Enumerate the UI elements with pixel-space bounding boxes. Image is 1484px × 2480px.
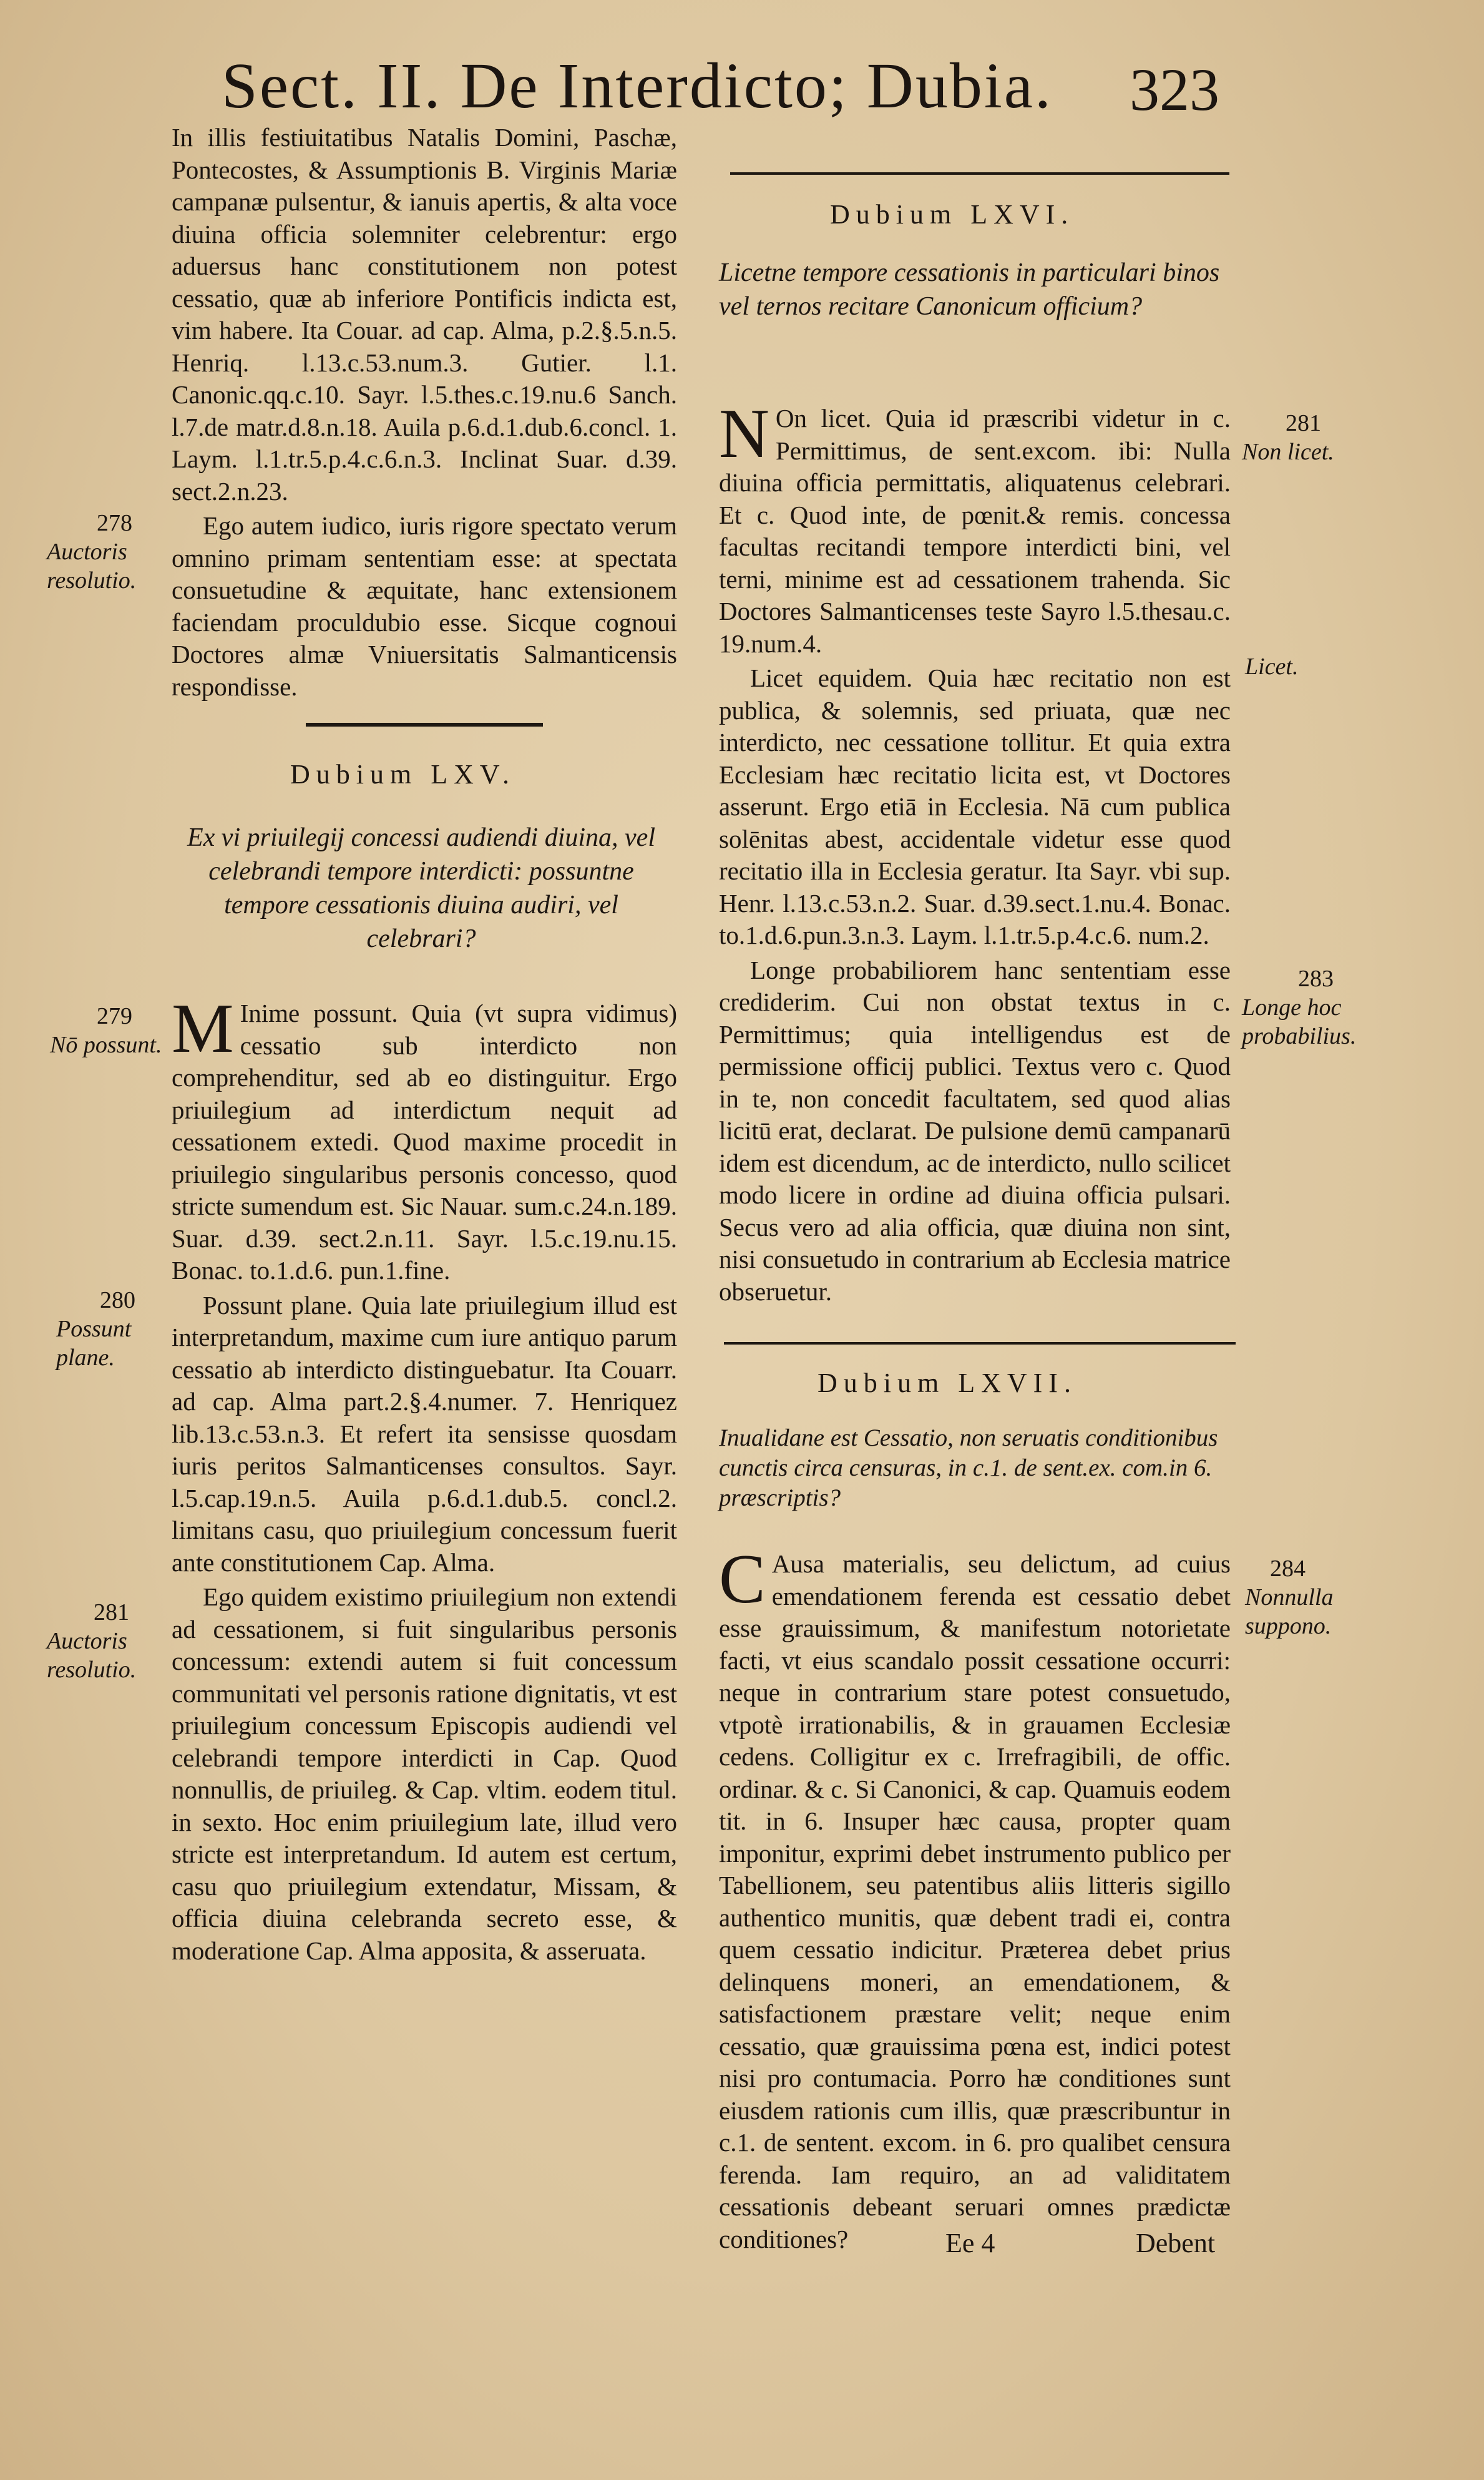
marginal-number: 280	[100, 1287, 135, 1313]
paragraph-279-text: Inime possunt. Quia (vt supra vidimus) cessatio sub interdicto non comprehenditur, sed ab eo distinguitur. Ergo priuilegium ad interdictum nequit ad cessationem extedi. Quod maxime procedit in priuilegio singularibus personis concesso, quod stricte sumendum est. Sic Nauar. sum.c.24.n.189. Suar. d.39. sect.2.n.11. Sayr. l.5.c.19.nu.15. Bonac. to.1.d.6. pun.1.fine.	[172, 999, 677, 1285]
marginal-note-279	[50, 1002, 172, 1059]
paragraph-280: Possunt plane. Quia late priuilegium illud est interpretandum, maxime cum iure antiquo parum cessatio ab interdicto distinguebatur. Ita Couarr. ad cap. Alma part.2.§.4.numer. 7. Henriquez lib.13.c.53.n.3. Et refert ita sensisse quosdam iuris peritos Salmanticenses consultos. Sayr. l.5.cap.19.n.5. Auila p.6.d.1.dub.5. concl.2. limitans casu, quo priuilegium concessum fuerit ante constitutionem Cap. Alma.	[172, 1290, 677, 1577]
marginal-number: 284	[1270, 1556, 1306, 1582]
page-header	[0, 36, 1484, 124]
paragraph-284	[719, 1541, 1231, 2255]
dubium-67-question: Inualidane est Cessatio, non seruatis conditionibus cunctis circa censuras, in c.1. de sent.ex. com.in 6. præscriptis?	[719, 1424, 1218, 1511]
drop-cap-m: M	[172, 990, 234, 1067]
left-column-top	[172, 122, 677, 701]
marginal-note-283	[1242, 964, 1367, 1051]
marginal-number: 281	[94, 1599, 129, 1625]
paragraph-284-text: Ausa materialis, seu delictum, ad cuius emendationem ferenda est cessatio debet esse grauissimum, & manifestum notorietate facti, vt eius scandalo possit cessatione occurri: neque in contrarium stare potest consuetudo, vtpotè irrationabilis, & in grauamen Ecclesiæ cedens. Colligitur ex c. Irrefragibili, de offic. ordinar. & c. Si Canonici, & cap. Quamuis eodem tit. in 6. Insuper hæc causa, propter quam imponitur, exprimi debet instrumento publico per Tabellionem, seu patentibus aliis litteris sigillo authentico munitis, quæ debent tradi ei, contra quem cessatio indicitur. Præterea debet prius delinquens moneri, an emendationem, & satisfactionem præstare velit; neque enim cessatio, quæ grauissima pœna est, indici potest nisi pro contumacia. Porro hæ conditiones sunt eiusdem rationis cum illis, quæ præscribuntur in c.1. de sentent. excom. in 6. pro qualibet censura ferenda. Iam requiro, an ad validitatem cessationis debeant seruari omnes prædictæ conditiones?	[719, 1549, 1231, 2253]
marginal-text: Possunt plane.	[56, 1316, 132, 1371]
marginal-note-280	[56, 1286, 172, 1372]
page-number: 323	[1130, 56, 1219, 123]
running-title: Sect. II. De Interdicto; Dubia.	[222, 50, 1053, 122]
right-column-upper	[719, 395, 1231, 1306]
marginal-number: 278	[97, 510, 132, 536]
dubium-66-title: Dubium LXVI.	[830, 199, 1075, 230]
catchword: Debent	[1136, 2228, 1216, 2258]
marginal-note-278	[47, 509, 172, 595]
paragraph-281-right-text: On licet. Quia id præscribi videtur in c. Permittimus, de sent.excom. ibi: Nulla diuina officia permittatis, aliquatenus celebrari. Et c. Quod inte, de pœnit.& remis. concessa facultas recitandi tempore interdicti bini, vel terni, minime est ad cessationem trahenda. Sic Doctores Salmanticenses teste Sayro l.5.thesau.c. 19.num.4.	[719, 404, 1231, 658]
marginal-text: Longe hoc probabilius.	[1242, 994, 1357, 1049]
marginal-text: Non licet.	[1242, 439, 1334, 465]
dubium-65-question: Ex vi priuilegij concessi audiendi diuina, vel celebrandi tempore interdicti: possuntne tempore cessationis diuina audiri, vel celebrari?	[187, 823, 655, 953]
marginal-text: Auctoris resolutio.	[47, 1628, 137, 1683]
paragraph-281-right	[719, 395, 1231, 660]
signature-mark: Ee 4	[945, 2228, 995, 2258]
intro-paragraph: In illis festiuitatibus Natalis Domini, Paschæ, Pontecostes, & Assumptionis B. Virginis Mariæ campanæ pulsentur, & ianuis apertis, & alta voce diuina officia solemniter celebrentur: ergo aduersus hanc constitutionem non potest cessatio, quæ ab inferiore Pontificis indicta est, vim habere. Ita Couar. ad cap. Alma, p.2.§.5.n.5. Henriq. l.13.c.53.num.3. Gutier. l.1. Canonic.qq.c.10. Sayr. l.5.thes.c.19.nu.6 Sanch. l.7.de matr.d.8.n.18. Auila p.6.d.1.dub.6.concl. 1. Laym. l.1.tr.5.p.4.c.6.n.3. Inclinat Suar. d.39. sect.2.n.23.	[172, 123, 677, 506]
marginal-text: Auctoris resolutio.	[47, 539, 137, 594]
paragraph-278: Ego autem iudico, iuris rigore spectato verum omnino primam sententiam esse: at spectata consuetudine & æquitate, hanc extensionem faciendam proculdubio esse. Sicque cognoui Doctores almæ Vniuersitatis Salmanticensis respondisse.	[172, 511, 677, 701]
dubium-65-title: Dubium LXV.	[290, 759, 515, 790]
marginal-note-281-right	[1242, 409, 1367, 466]
paragraph-279	[172, 990, 677, 1287]
paragraph-282: Licet equidem. Quia hæc recitatio non est publica, & solemnis, sed priuata, quæ nec interdicto, nec cessatione tollitur. Et quia extra Ecclesiam hæc recitatio licita est, vt Doctores asserunt. Ergo etiā in Ecclesia. Nā cum publica solēnitas abest, accidentale videtur esse quod recitatio illa in Ecclesia geratur. Ita Sayr. vbi sup. Henr. l.13.c.53.n.2. Suar. d.39.sect.1.nu.4. Bonac. to.1.d.6.pun.3.n.3. Laym. l.1.tr.5.p.4.c.6. num.2.	[719, 664, 1231, 949]
marginal-note-282	[1245, 652, 1364, 681]
dubium-67-title: Dubium LXVII.	[818, 1368, 1077, 1398]
section-divider	[724, 1342, 1236, 1345]
marginal-text: Nō possunt.	[50, 1032, 162, 1058]
drop-cap-n: N	[719, 395, 769, 473]
drop-cap-c: C	[719, 1541, 766, 1618]
marginal-note-281	[47, 1598, 172, 1684]
paragraph-281: Ego quidem existimo priuilegium non extendi ad cessationem, si fuit singularibus personis concessum: extendi autem si fuit concessum communitati vel personis ratione dignitatis, vt est priuilegium concessum Episcopis audiendi vel celebrandi tempore interdicti in Cap. Quod nonnullis, de priuileg. & Cap. vltim. eodem titul. in sexto. Hoc enim priuilegium late, illud vero stricte est interpretandum. Id autem est certum, casu quo priuilegium extendatur, Missam, & officia diuina celebranda secreto esse, & moderatione Cap. Alma apposita, & asseruata.	[172, 1582, 677, 1965]
marginal-text: Licet.	[1245, 654, 1299, 680]
marginal-note-284	[1245, 1554, 1370, 1640]
paragraph-283: Longe probabiliorem hanc sententiam esse crediderim. Cui non obstat textus in c. Permittimus; quia intelligendus est de permissione officij publici. Textus vero c. Quod in te, non concedit facultatem, sed quod alias licitū erat, declarat. De pulsione demū campanarū idem est dicendum, ac de interdicto, nullo scilicet modo licere in ordine ad diuina officia pulsari. Secus vero ad alia officia, quæ diuina non sint, nisi consuetudo in contrarium ab Ecclesia matrice obseruetur.	[719, 955, 1231, 1306]
dubium-66-question: Licetne tempore cessationis in particulari binos vel ternos recitare Canonicum officium?	[719, 258, 1220, 321]
marginal-number: 281	[1286, 410, 1321, 436]
marginal-number: 279	[97, 1003, 132, 1029]
section-divider	[306, 723, 543, 727]
left-column-body	[172, 990, 677, 2071]
marginal-number: 283	[1298, 966, 1334, 992]
marginal-text: Nonnulla suppono.	[1245, 1584, 1334, 1639]
section-divider	[730, 172, 1229, 175]
